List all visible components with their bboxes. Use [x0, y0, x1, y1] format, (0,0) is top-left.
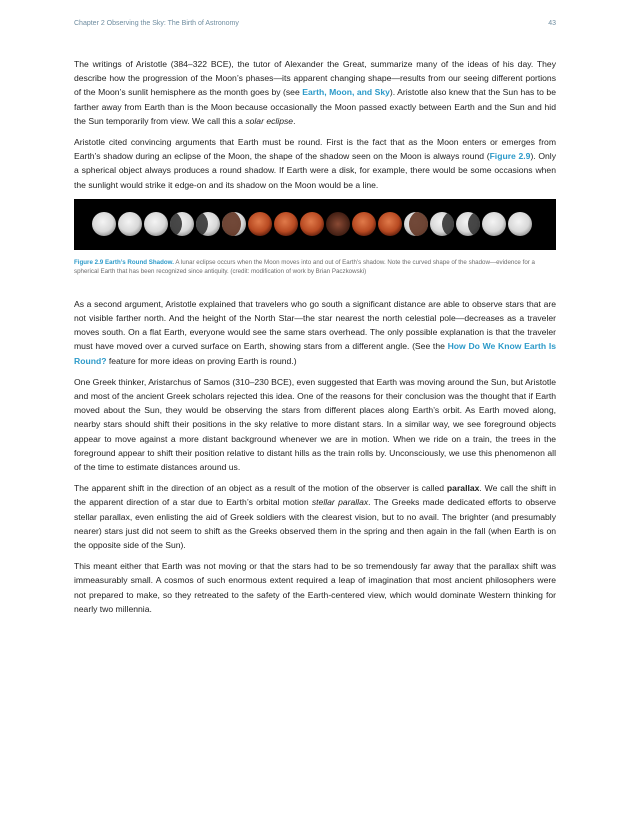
- moon-phase: [92, 212, 116, 236]
- moon-phase: [300, 212, 324, 236]
- link-earth-moon-sky[interactable]: Earth, Moon, and Sky: [302, 87, 390, 98]
- moon-phase: [248, 212, 272, 236]
- paragraph-second-argument: As a second argument, Aristotle explained that travelers who go south a significant distance are able to observe stars that are not visible farther north. And the height of the North Star—the star nearest the north celestial pole—decreases as a traveler moves south. On a flat Earth, everyone would see the same stars overhead. The only possible explanation is that the traveler must have moved over a curved surface on Earth, showing stars from a different angle. (See the How Do We Know Earth Is Round? feature for more ideas on proving Earth is round.): [74, 298, 556, 366]
- link-figure-2-9[interactable]: Figure 2.9: [489, 151, 531, 162]
- link-earth-round-feature[interactable]: How Do We Know Earth Is Round?: [74, 341, 556, 366]
- term-parallax: parallax: [446, 483, 480, 494]
- paragraph-aristotle-writings: The writings of Aristotle (384–322 BCE), the tutor of Alexander the Great, summarize many of the ideas of his day. They describe how the progression of the Moon’s phases—its apparent changing shape—results from our seeing different portions of the Moon’s sunlit hemisphere as the month goes by (see Earth, Moon, and Sky). Aristotle also knew that the Sun has to be farther away from Earth than is the Moon because occasionally the Moon passed exactly between Earth and the Sun and hid the Sun temporarily from view. We call this a solar eclipse.: [74, 59, 556, 126]
- figure-caption: Figure 2.9 Earth’s Round Shadow. A lunar eclipse occurs when the Moon moves into and out of Earth’s shadow. Note the curved shape of the shadow—evidence for a spherical Earth that has been recognized since antiquity. (credit: modification of work by Brian Paczkowski): [74, 258, 535, 275]
- lunar-eclipse-sequence: [74, 199, 556, 250]
- moon-phase: [508, 212, 532, 236]
- term-solar-eclipse: solar eclipse: [245, 115, 294, 126]
- chapter-title: Chapter 2 Observing the Sky: The Birth of Astronomy: [74, 20, 239, 27]
- moon-phase: [378, 212, 402, 236]
- term-stellar-parallax: stellar parallax: [311, 497, 369, 508]
- moon-phase: [274, 212, 298, 236]
- moon-phase: [326, 212, 350, 236]
- paragraph-parallax: The apparent shift in the direction of an object as a result of the motion of the observer is called parallax. We call the shift in the apparent direction of a star due to Earth’s orbital motion stellar parallax. The Greeks made dedicated efforts to observe stellar parallax, even enlisting the aid of Greek soldiers with the clearest vision, but to no avail. The brighter (and presumably nearer) stars just did not seem to shift as the Greeks observed them in the spring and then again in the fall (when Earth is on the opposite side of the Sun).: [74, 483, 557, 551]
- paragraph-conclusion: This meant either that Earth was not moving or that the stars had to be so tremendously far away that the parallax shift was immeasurably small. A cosmos of such enormous extent required a leap of imagination that most ancient philosophers were not prepared to make, so they retreated to the safety of the Earth-centered view, which would dominate Western thinking for nearly two millennia.: [74, 561, 556, 614]
- moon-phase: [482, 212, 506, 236]
- main-content: [74, 57, 556, 623]
- moon-phase: [144, 212, 168, 236]
- moon-phase: [352, 212, 376, 236]
- figure-label: Figure 2.9 Earth’s Round Shadow.: [74, 258, 174, 266]
- moon-phase: [118, 212, 142, 236]
- paragraph-earth-round: Aristotle cited convincing arguments that Earth must be round. First is the fact that as the Moon enters or emerges from Earth’s shadow during an eclipse of the Moon, the shape of the shadow seen on the Moon is always round (Figure 2.9). Only a spherical object always produces a round shadow. If Earth were a disk, for example, there would be some occasions when the sunlight would strike it edge-on and its shadow on the Moon would be a line.: [74, 137, 557, 190]
- page-number: 43: [548, 20, 556, 27]
- lunar-eclipse-image: [74, 199, 556, 250]
- paragraph-aristarchus: One Greek thinker, Aristarchus of Samos (310–230 BCE), even suggested that Earth was moving around the Sun, but Aristotle and most of the ancient Greek scholars rejected this idea. One of the reasons for their conclusion was the thought that if Earth moved about the Sun, they would be observing the stars from different places along Earth’s orbit. As Earth moved along, nearby stars should shift their positions in the sky relative to more distant stars. In a similar way, we see foreground objects appear to move against a more distant background whenever we are in motion. When we ride on a train, the trees in the foreground appear to shift their position relative to distant hills as the train rolls by. Unconsciously, we use this phenomenon all of the time to estimate distances around us.: [74, 376, 556, 473]
- page-header: [74, 20, 556, 32]
